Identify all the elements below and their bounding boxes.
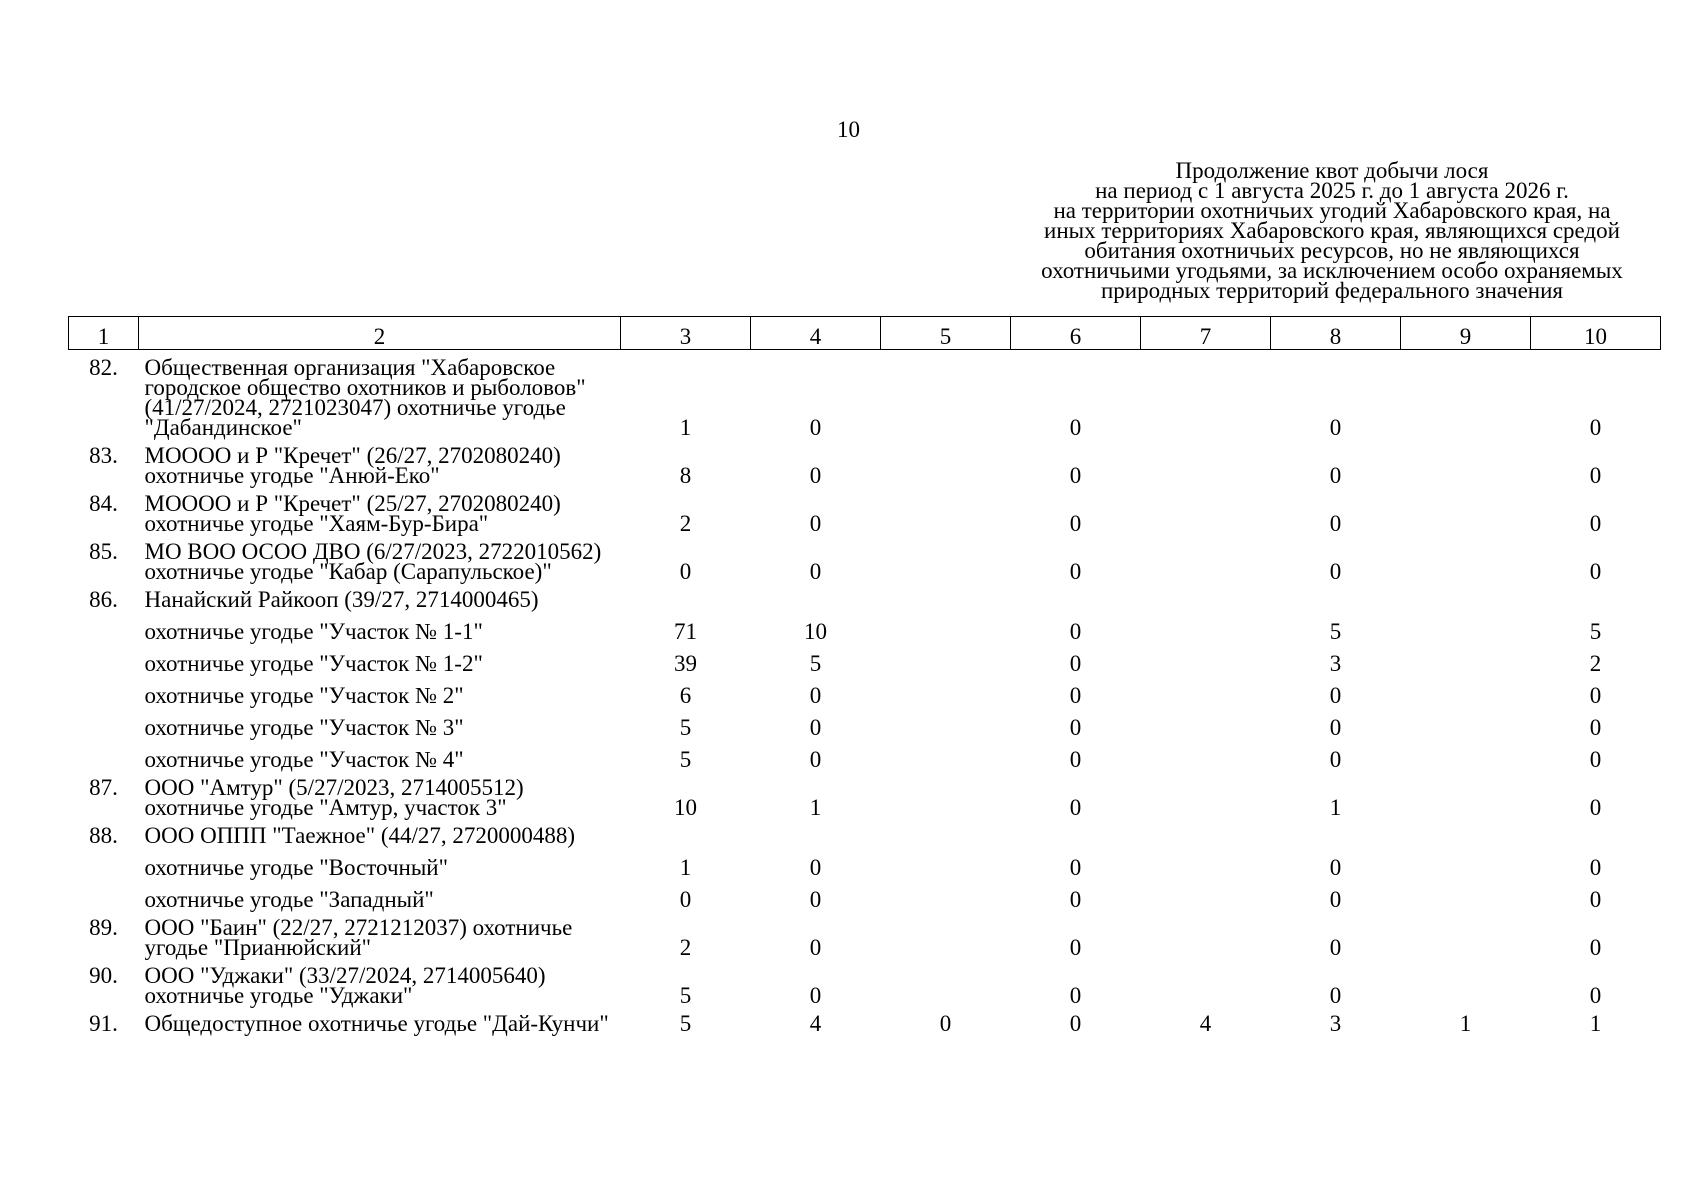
quota-value-col-4: 0 — [809, 511, 822, 536]
quota-value-col-5 — [881, 642, 1011, 674]
quota-value-col-5 — [881, 846, 1011, 878]
quota-value-col-3: 39 — [674, 651, 697, 676]
row-number: 91. — [89, 1011, 118, 1036]
quota-value-col-9 — [1401, 438, 1531, 486]
quota-value-col-4: 1 — [809, 795, 822, 820]
quota-value-col-6: 0 — [1069, 715, 1082, 740]
quota-value-col-10: 0 — [1589, 683, 1602, 708]
caption-line: природных территорий федерального значения — [1100, 278, 1564, 303]
quota-value-col-3: 10 — [674, 795, 697, 820]
quota-value-col-7 — [1141, 738, 1271, 770]
quota-value-col-5: 0 — [939, 1011, 952, 1036]
hunting-ground-name: Нанайский Райкооп (39/27, 2714000465) — [144, 587, 539, 612]
row-number: 84. — [89, 491, 118, 516]
hunting-ground-name: МО ВОО ОСОО ДВО (6/27/2023, 2722010562) охотничье угодье "Кабар (Сарапульское)" — [144, 539, 602, 584]
quota-value-col-3: 5 — [679, 747, 692, 772]
hunting-ground-name: охотничье угодье "Участок № 4" — [144, 747, 464, 772]
row-number: 87. — [89, 775, 118, 800]
caption-line: на территории охотничьих угодий Хабаровского края, на — [1053, 198, 1611, 223]
hunting-ground-name: ООО "Баин" (22/27, 2721212037) охотничье угодье "Прианюйский" — [144, 915, 573, 960]
quota-value-col-4: 0 — [809, 983, 822, 1008]
column-header-7: 7 — [1141, 317, 1271, 350]
quota-value-col-5 — [881, 674, 1011, 706]
row-number — [69, 674, 139, 706]
quota-value-col-6: 0 — [1069, 983, 1082, 1008]
quota-value-col-5 — [881, 770, 1011, 818]
quota-value-col-3: 0 — [679, 887, 692, 912]
column-header-5: 5 — [881, 317, 1011, 350]
table-row — [69, 582, 1661, 610]
column-header-8: 8 — [1271, 317, 1401, 350]
quota-value-col-10: 0 — [1589, 463, 1602, 488]
caption-line: Продолжение квот добычи лося — [1175, 158, 1489, 183]
quota-value-col-9 — [1401, 350, 1531, 439]
quota-value-col-8: 0 — [1329, 983, 1342, 1008]
quota-value-col-4: 4 — [809, 1011, 822, 1036]
quota-value-col-10: 0 — [1589, 415, 1602, 440]
quota-value-col-4: 0 — [809, 683, 822, 708]
quota-value-col-4: 0 — [809, 747, 822, 772]
quota-value-col-4: 0 — [809, 415, 822, 440]
quota-value-col-8: 0 — [1329, 935, 1342, 960]
quota-value-col-9 — [1401, 706, 1531, 738]
table-row — [69, 910, 1661, 958]
quota-value-col-3: 2 — [679, 511, 692, 536]
row-number — [69, 610, 139, 642]
column-header-10: 10 — [1531, 317, 1661, 350]
quota-value-col-4: 0 — [809, 935, 822, 960]
quota-value-col-5 — [881, 610, 1011, 642]
quota-value-col-3: 0 — [679, 559, 692, 584]
quota-value-col-7 — [1141, 642, 1271, 674]
quota-value-col-4 — [751, 582, 881, 610]
quota-value-col-7 — [1141, 878, 1271, 910]
quota-value-col-4: 0 — [809, 463, 822, 488]
quota-value-col-3: 1 — [679, 855, 692, 880]
quota-value-col-9 — [1401, 642, 1531, 674]
quota-value-col-3: 1 — [679, 415, 692, 440]
quota-value-col-6: 0 — [1069, 795, 1082, 820]
quota-value-col-5 — [881, 438, 1011, 486]
table-row — [69, 642, 1661, 674]
column-header-4: 4 — [751, 317, 881, 350]
caption-line: на период с 1 августа 2025 г. до 1 августа 2026 г. — [1095, 178, 1569, 203]
quota-value-col-10 — [1531, 582, 1661, 610]
table-row — [69, 486, 1661, 534]
quota-value-col-8: 0 — [1329, 887, 1342, 912]
quota-value-col-5 — [881, 738, 1011, 770]
quota-value-col-3 — [621, 818, 751, 846]
quota-value-col-5 — [881, 486, 1011, 534]
quota-value-col-10: 0 — [1589, 715, 1602, 740]
row-number: 86. — [89, 587, 118, 612]
quota-value-col-8: 0 — [1329, 855, 1342, 880]
column-header-9: 9 — [1401, 317, 1531, 350]
column-header-1: 1 — [69, 317, 139, 350]
quota-value-col-7 — [1141, 706, 1271, 738]
quota-value-col-10: 0 — [1589, 511, 1602, 536]
quota-value-col-8: 1 — [1329, 795, 1342, 820]
quota-value-col-3: 2 — [679, 935, 692, 960]
quota-value-col-9: 1 — [1459, 1011, 1472, 1036]
quota-value-col-9 — [1401, 878, 1531, 910]
hunting-ground-name: охотничье угодье "Западный" — [144, 887, 434, 912]
quota-value-col-3: 5 — [679, 983, 692, 1008]
table-row — [69, 738, 1661, 770]
quota-value-col-10: 0 — [1589, 887, 1602, 912]
table-body — [69, 350, 1661, 1035]
quota-value-col-6: 0 — [1069, 935, 1082, 960]
hunting-ground-name: ООО "Уджаки" (33/27/2024, 2714005640) охотничье угодье "Уджаки" — [144, 963, 546, 1008]
quota-value-col-3: 71 — [674, 619, 697, 644]
table-row — [69, 534, 1661, 582]
hunting-ground-name: охотничье угодье "Участок № 2" — [144, 683, 464, 708]
column-header-3: 3 — [621, 317, 751, 350]
quota-value-col-7 — [1141, 958, 1271, 1006]
quota-value-col-6: 0 — [1069, 651, 1082, 676]
quota-value-col-8: 3 — [1329, 651, 1342, 676]
quota-value-col-4: 0 — [809, 887, 822, 912]
quota-value-col-4: 0 — [809, 559, 822, 584]
quota-value-col-10: 0 — [1589, 747, 1602, 772]
row-number: 90. — [89, 963, 118, 988]
quota-value-col-9 — [1401, 486, 1531, 534]
quota-value-col-7 — [1141, 770, 1271, 818]
page-number: 10 — [837, 117, 860, 142]
table-row — [69, 878, 1661, 910]
quota-value-col-5 — [881, 818, 1011, 846]
table-row — [69, 674, 1661, 706]
quota-value-col-10: 0 — [1589, 983, 1602, 1008]
table-row — [69, 818, 1661, 846]
row-number — [69, 878, 139, 910]
quota-value-col-4: 10 — [804, 619, 827, 644]
row-number: 88. — [89, 823, 118, 848]
quota-table-container — [68, 316, 1661, 1034]
column-header-6: 6 — [1011, 317, 1141, 350]
caption-line: иных территориях Хабаровского края, являющихся средой — [1044, 218, 1620, 243]
quota-value-col-10: 0 — [1589, 795, 1602, 820]
hunting-ground-name: охотничье угодье "Участок № 1-2" — [144, 651, 483, 676]
quota-value-col-7 — [1141, 438, 1271, 486]
hunting-ground-name: охотничье угодье "Участок № 3" — [144, 715, 464, 740]
quota-value-col-5 — [881, 878, 1011, 910]
quota-value-col-10: 0 — [1589, 935, 1602, 960]
quota-value-col-8: 5 — [1329, 619, 1342, 644]
quota-value-col-7 — [1141, 610, 1271, 642]
quota-value-col-7 — [1141, 582, 1271, 610]
quota-value-col-8: 3 — [1329, 1011, 1342, 1036]
hunting-ground-name: Общедоступное охотничье угодье "Дай-Кунчи" — [144, 1011, 609, 1036]
table-row — [69, 438, 1661, 486]
table-row — [69, 610, 1661, 642]
quota-value-col-8: 0 — [1329, 715, 1342, 740]
quota-value-col-6 — [1011, 582, 1141, 610]
quota-value-col-6: 0 — [1069, 463, 1082, 488]
quota-value-col-7 — [1141, 818, 1271, 846]
table-row — [69, 770, 1661, 818]
row-number — [69, 846, 139, 878]
quota-value-col-8: 0 — [1329, 683, 1342, 708]
quota-value-col-5 — [881, 350, 1011, 439]
table-row — [69, 958, 1661, 1006]
quota-value-col-7: 4 — [1199, 1011, 1212, 1036]
quota-value-col-9 — [1401, 910, 1531, 958]
quota-value-col-7 — [1141, 350, 1271, 439]
quota-value-col-6: 0 — [1069, 1011, 1082, 1036]
quota-value-col-9 — [1401, 818, 1531, 846]
hunting-ground-name: ООО ОППП "Таежное" (44/27, 2720000488) — [144, 823, 576, 848]
hunting-ground-name: ООО "Амтур" (5/27/2023, 2714005512) охотничье угодье "Амтур, участок 3" — [144, 775, 524, 820]
quota-value-col-4: 0 — [809, 715, 822, 740]
quota-value-col-6: 0 — [1069, 887, 1082, 912]
caption-line: охотничьими угодьями, за исключением особо охраняемых — [1041, 258, 1623, 283]
quota-value-col-8: 0 — [1329, 415, 1342, 440]
quota-value-col-7 — [1141, 846, 1271, 878]
quota-value-col-3: 5 — [679, 715, 692, 740]
quota-value-col-8: 0 — [1329, 511, 1342, 536]
quota-value-col-9 — [1401, 610, 1531, 642]
quota-value-col-9 — [1401, 958, 1531, 1006]
row-number: 83. — [89, 443, 118, 468]
quota-value-col-3: 6 — [679, 683, 692, 708]
quota-value-col-10: 1 — [1589, 1011, 1602, 1036]
quota-value-col-5 — [881, 910, 1011, 958]
quota-value-col-8 — [1271, 582, 1401, 610]
quota-value-col-5 — [881, 958, 1011, 1006]
column-header-2: 2 — [139, 317, 621, 350]
hunting-ground-name: Общественная организация "Хабаровское городское общество охотников и рыболовов" (41/27/2024, 2721023047) охотничье угодье "Дабандинское" — [144, 355, 586, 440]
quota-value-col-6: 0 — [1069, 559, 1082, 584]
quota-value-col-4: 0 — [809, 855, 822, 880]
table-row — [69, 706, 1661, 738]
quota-value-col-5 — [881, 534, 1011, 582]
row-number — [69, 738, 139, 770]
row-number: 85. — [89, 539, 118, 564]
row-number: 89. — [89, 915, 118, 940]
quota-value-col-8: 0 — [1329, 747, 1342, 772]
hunting-ground-name: охотничье угодье "Участок № 1-1" — [144, 619, 483, 644]
quota-value-col-6: 0 — [1069, 683, 1082, 708]
quota-value-col-6: 0 — [1069, 747, 1082, 772]
quota-value-col-3: 5 — [679, 1011, 692, 1036]
table-row — [69, 1006, 1661, 1034]
quota-value-col-5 — [881, 582, 1011, 610]
quota-value-col-8: 0 — [1329, 559, 1342, 584]
hunting-ground-name: МОООО и Р "Кречет" (26/27, 2702080240) охотничье угодье "Анюй-Еко" — [144, 443, 561, 488]
row-number — [69, 706, 139, 738]
quota-value-col-10: 5 — [1589, 619, 1602, 644]
caption-line: обитания охотничьих ресурсов, но не являющихся — [1084, 238, 1580, 263]
quota-value-col-9 — [1401, 674, 1531, 706]
quota-value-col-7 — [1141, 674, 1271, 706]
quota-value-col-4 — [751, 818, 881, 846]
quota-value-col-10 — [1531, 818, 1661, 846]
quota-value-col-6: 0 — [1069, 619, 1082, 644]
quota-value-col-7 — [1141, 534, 1271, 582]
table-row — [69, 350, 1661, 439]
quota-value-col-4: 5 — [809, 651, 822, 676]
header-row — [69, 317, 1661, 350]
quota-value-col-9 — [1401, 534, 1531, 582]
quota-value-col-7 — [1141, 910, 1271, 958]
quota-value-col-6: 0 — [1069, 415, 1082, 440]
quota-value-col-8 — [1271, 818, 1401, 846]
quota-value-col-10: 0 — [1589, 559, 1602, 584]
quota-value-col-6 — [1011, 818, 1141, 846]
quota-value-col-6: 0 — [1069, 855, 1082, 880]
table-caption — [1012, 158, 1652, 303]
quota-value-col-7 — [1141, 486, 1271, 534]
quota-table — [68, 316, 1661, 1034]
row-number — [69, 642, 139, 674]
quota-value-col-9 — [1401, 738, 1531, 770]
quota-value-col-9 — [1401, 582, 1531, 610]
quota-value-col-8: 0 — [1329, 463, 1342, 488]
quota-value-col-9 — [1401, 770, 1531, 818]
table-row — [69, 846, 1661, 878]
hunting-ground-name: МОООО и Р "Кречет" (25/27, 2702080240) охотничье угодье "Хаям-Бур-Бира" — [144, 491, 561, 536]
quota-value-col-3: 8 — [679, 463, 692, 488]
quota-value-col-6: 0 — [1069, 511, 1082, 536]
quota-value-col-3 — [621, 582, 751, 610]
quota-value-col-10: 0 — [1589, 855, 1602, 880]
hunting-ground-name: охотничье угодье "Восточный" — [144, 855, 448, 880]
quota-value-col-9 — [1401, 846, 1531, 878]
quota-value-col-5 — [881, 706, 1011, 738]
quota-value-col-10: 2 — [1589, 651, 1602, 676]
row-number: 82. — [89, 355, 118, 380]
